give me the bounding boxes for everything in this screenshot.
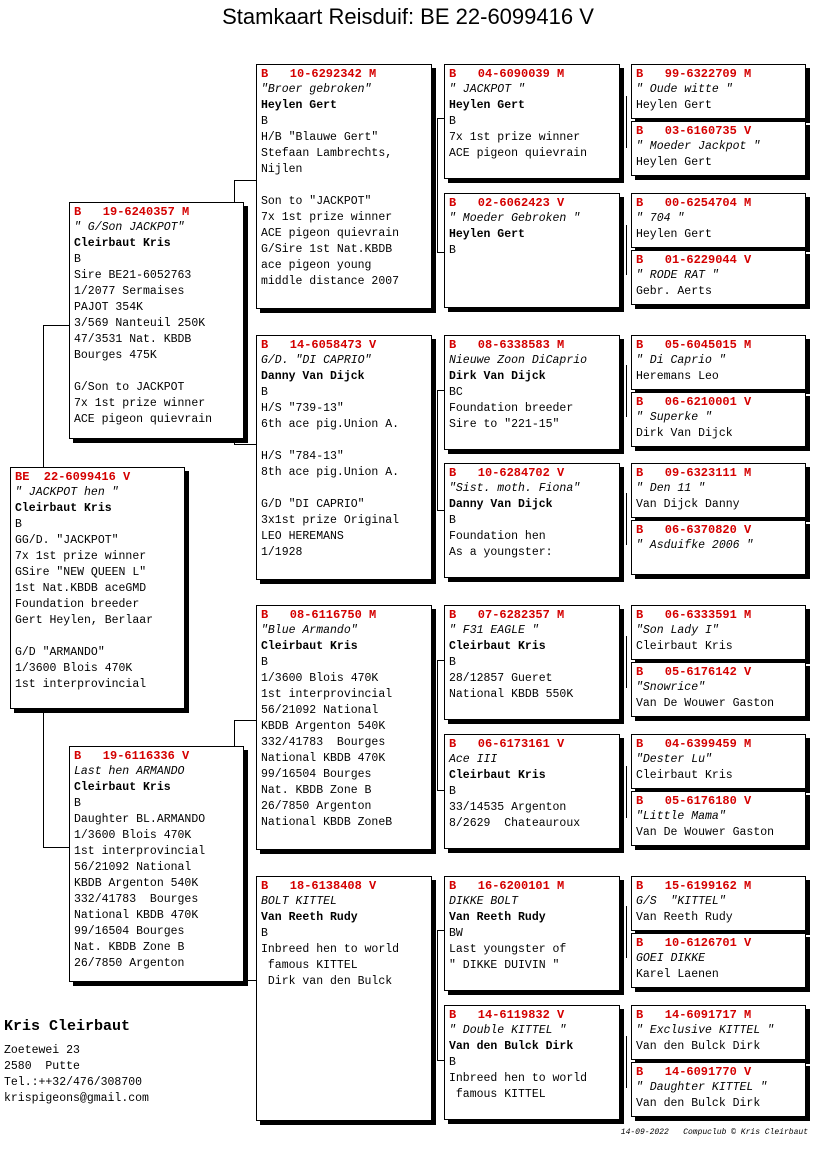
pigeon-owner: Cleirbaut Kris <box>261 640 358 653</box>
ring-number: B 04-6399459 M <box>636 737 752 751</box>
pigeon-name: G/S "KITTEL" <box>636 895 726 908</box>
pigeon-owner: Van den Bulck Dirk <box>636 1040 761 1053</box>
pigeon-card-g7[interactable] <box>631 463 806 518</box>
ring-number: B 08-6338583 M <box>449 338 565 352</box>
breeder-name: Kris Cleirbaut <box>4 1018 131 1035</box>
pigeon-name: "Sist. moth. Fiona" <box>449 482 581 495</box>
pigeon-info: BC Foundation breeder Sire to "221-15" <box>449 386 574 431</box>
pigeon-card-g1[interactable] <box>631 64 806 119</box>
pigeon-name: " G/Son JACKPOT" <box>74 221 185 234</box>
pigeon-owner: Van Dijck Danny <box>636 498 740 511</box>
connector-line <box>626 96 627 148</box>
pigeon-owner: Heylen Gert <box>449 228 525 241</box>
pigeon-card-fm[interactable] <box>256 335 432 580</box>
connector-line <box>234 180 235 204</box>
ring-number: B 00-6254704 M <box>636 196 752 210</box>
pigeon-owner: Dirk Van Dijck <box>449 370 546 383</box>
connector-line <box>234 720 235 748</box>
pigeon-card-fmf[interactable] <box>444 335 620 450</box>
pigeon-name: GOEI DIKKE <box>636 952 706 965</box>
pigeon-owner: Van Reeth Rudy <box>636 911 733 924</box>
pigeon-name: " F31 EAGLE " <box>449 624 539 637</box>
ring-number: B 05-6176180 V <box>636 794 752 808</box>
pigeon-card-mmm[interactable] <box>444 1005 620 1120</box>
pigeon-owner: Cleirbaut Kris <box>449 769 546 782</box>
connector-line <box>626 766 627 818</box>
ring-number: B 10-6126701 V <box>636 936 752 950</box>
pigeon-name: DIKKE BOLT <box>449 895 519 908</box>
ring-number: B 07-6282357 M <box>449 608 565 622</box>
pigeon-name: " Daughter KITTEL " <box>636 1081 768 1094</box>
ring-number: B 14-6091717 M <box>636 1008 752 1022</box>
pigeon-card-fmm[interactable] <box>444 463 620 578</box>
connector-line <box>626 906 627 958</box>
ring-number: B 19-6240357 M <box>74 205 190 219</box>
pigeon-name: "Little Mama" <box>636 810 726 823</box>
connector-line <box>234 720 258 721</box>
pigeon-name: " Asduifke 2006 " <box>636 539 754 552</box>
pigeon-card-g14[interactable] <box>631 933 806 988</box>
pigeon-name: " Moeder Jackpot " <box>636 140 761 153</box>
pigeon-name: " Double KITTEL " <box>449 1024 567 1037</box>
ring-number: B 99-6322709 M <box>636 67 752 81</box>
pigeon-info: B <box>449 244 456 257</box>
ring-number: B 06-6173161 V <box>449 737 565 751</box>
pigeon-name: " Den 11 " <box>636 482 706 495</box>
pigeon-name: " JACKPOT hen " <box>15 486 119 499</box>
ring-number: B 06-6210001 V <box>636 395 752 409</box>
pigeon-owner: Heylen Gert <box>636 99 712 112</box>
connector-line <box>626 225 627 275</box>
ring-number: B 02-6062423 V <box>449 196 565 210</box>
pigeon-owner: Danny Van Dijck <box>449 498 553 511</box>
pigeon-card-ffm[interactable] <box>444 193 620 308</box>
pigeon-owner: Van De Wouwer Gaston <box>636 697 775 710</box>
pigeon-card-g16[interactable] <box>631 1062 806 1117</box>
pigeon-card-g2[interactable] <box>631 121 806 176</box>
pigeon-card-mmf[interactable] <box>444 876 620 991</box>
pigeon-card-g9[interactable] <box>631 605 806 660</box>
pigeon-card-fff[interactable] <box>444 64 620 179</box>
connector-line <box>626 365 627 417</box>
pigeon-name: " Superke " <box>636 411 712 424</box>
connector-line <box>234 180 258 181</box>
ring-number: B 10-6292342 M <box>261 67 377 81</box>
ring-number: B 19-6116336 V <box>74 749 190 763</box>
pigeon-owner: Cleirbaut Kris <box>15 502 112 515</box>
pigeon-info: B Daughter BL.ARMANDO 1/3600 Blois 470K 1st interprovincial 56/21092 National KBDB Argenton 540K 332/41783 Bourges National KBDB 470K 99/16504 Bourges Nat. KBDB Zone B 26/7850 Argenton <box>74 797 206 970</box>
pigeon-card-mf[interactable] <box>256 605 432 850</box>
pigeon-owner: Heylen Gert <box>261 99 337 112</box>
pigeon-card-g5[interactable] <box>631 335 806 390</box>
ring-number: B 18-6138408 V <box>261 879 377 893</box>
connector-line <box>234 444 258 445</box>
pigeon-name: "Snowrice" <box>636 681 706 694</box>
pigeon-owner: Dirk Van Dijck <box>636 427 733 440</box>
pigeon-info: B Sire BE21-6052763 1/2077 Sermaises PAJOT 354K 3/569 Nanteuil 250K 47/3531 Nat. KBDB Bourges 475K G/Son to JACKPOT 7x 1st prize winner ACE pigeon quievrain <box>74 253 213 426</box>
pigeon-owner: Danny Van Dijck <box>261 370 365 383</box>
pigeon-name: " Di Caprio " <box>636 354 726 367</box>
pigeon-name: Nieuwe Zoon DiCaprio <box>449 354 588 367</box>
connector-line <box>43 325 44 469</box>
pigeon-owner: Heremans Leo <box>636 370 719 383</box>
pigeon-card-g11[interactable] <box>631 734 806 789</box>
pigeon-card-g6[interactable] <box>631 392 806 447</box>
pigeon-info: B H/S "739-13" 6th ace pig.Union A. H/S "784-13" 8th ace pig.Union A. G/D "DI CAPRIO" 3x1st prize Original LEO HEREMANS 1/1928 <box>261 386 400 559</box>
pigeon-owner: Heylen Gert <box>636 228 712 241</box>
pigeon-owner: Cleirbaut Kris <box>449 640 546 653</box>
connector-line <box>437 930 438 1060</box>
pigeon-owner: Van den Bulck Dirk <box>636 1097 761 1110</box>
pigeon-card-mff[interactable] <box>444 605 620 720</box>
connector-line <box>43 847 71 848</box>
pigeon-name: " JACKPOT " <box>449 83 525 96</box>
pigeon-info: B Inbreed hen to world famous KITTEL <box>449 1056 588 1101</box>
ring-number: B 14-6058473 V <box>261 338 377 352</box>
page-title: Stamkaart Reisduif: BE 22-6099416 V <box>222 4 594 29</box>
pigeon-owner: Cleirbaut Kris <box>74 781 171 794</box>
pigeon-card-g4[interactable] <box>631 250 806 305</box>
pigeon-owner: Heylen Gert <box>449 99 525 112</box>
ring-number: B 03-6160735 V <box>636 124 752 138</box>
ring-number: B 06-6333591 M <box>636 608 752 622</box>
ring-number: B 08-6116750 M <box>261 608 377 622</box>
pigeon-card-father[interactable] <box>69 202 244 439</box>
ring-number: B 05-6045015 M <box>636 338 752 352</box>
ring-number: BE 22-6099416 V <box>15 470 131 484</box>
ring-number: B 06-6370820 V <box>636 523 752 537</box>
connector-line <box>437 660 438 790</box>
pigeon-card-ff[interactable] <box>256 64 432 309</box>
pigeon-card-g12[interactable] <box>631 791 806 846</box>
pigeon-name: BOLT KITTEL <box>261 895 337 908</box>
connector-line <box>43 325 71 326</box>
pigeon-info: B 33/14535 Argenton 8/2629 Chateauroux <box>449 785 581 830</box>
ring-number: B 14-6119832 V <box>449 1008 565 1022</box>
ring-number: B 01-6229044 V <box>636 253 752 267</box>
ring-number: B 09-6323111 M <box>636 466 752 480</box>
pigeon-card-g10[interactable] <box>631 662 806 717</box>
connector-line <box>626 1036 627 1088</box>
ring-number: B 16-6200101 M <box>449 879 565 893</box>
pigeon-card-mother[interactable] <box>69 746 244 982</box>
pigeon-owner: Karel Laenen <box>636 968 719 981</box>
ring-number: B 14-6091770 V <box>636 1065 752 1079</box>
pigeon-card-g3[interactable] <box>631 193 806 248</box>
pigeon-name: Last hen ARMANDO <box>74 765 185 778</box>
breeder-phone: Tel.:++32/476/308700 <box>4 1076 143 1089</box>
pigeon-owner: Van den Bulck Dirk <box>449 1040 574 1053</box>
pigeon-info: B Foundation hen As a youngster: <box>449 514 553 559</box>
connector-line <box>437 390 438 510</box>
pigeon-owner: Van Reeth Rudy <box>261 911 358 924</box>
ring-number: B 10-6284702 V <box>449 466 565 480</box>
breeder-street: Zoetewei 23 <box>4 1044 80 1057</box>
breeder-email[interactable]: krispigeons@gmail.com <box>4 1092 149 1105</box>
pigeon-card-g15[interactable] <box>631 1005 806 1060</box>
pigeon-owner: Cleirbaut Kris <box>636 640 733 653</box>
ring-number: B 04-6090039 M <box>449 67 565 81</box>
pigeon-name: "Son Lady I" <box>636 624 719 637</box>
pigeon-info: B H/B "Blauwe Gert" Stefaan Lambrechts, Nijlen Son to "JACKPOT" 7x 1st prize winner ACE pigeon quievrain G/Sire 1st Nat.KBDB ace pigeon young middle distance 2007 <box>261 115 400 288</box>
pigeon-card-subject[interactable] <box>10 467 185 709</box>
pigeon-card-g8[interactable] <box>631 520 806 575</box>
connector-line <box>626 636 627 688</box>
pigeon-name: "Blue Armando" <box>261 624 358 637</box>
pigeon-name: " Oude witte " <box>636 83 733 96</box>
pigeon-owner: Cleirbaut Kris <box>636 769 733 782</box>
pigeon-name: " 704 " <box>636 212 685 225</box>
pigeon-info: B Inbreed hen to world famous KITTEL Dirk van den Bulck <box>261 927 400 988</box>
pigeon-name: " RODE RAT " <box>636 269 719 282</box>
pigeon-card-g13[interactable] <box>631 876 806 931</box>
pigeon-info: B 7x 1st prize winner ACE pigeon quievrain <box>449 115 588 160</box>
connector-line <box>43 709 44 847</box>
pigeon-owner: Heylen Gert <box>636 156 712 169</box>
pigeon-card-mfm[interactable] <box>444 734 620 849</box>
pigeon-owner: Van De Wouwer Gaston <box>636 826 775 839</box>
pigeon-name: "Dester Lu" <box>636 753 712 766</box>
pigeon-owner: Gebr. Aerts <box>636 285 712 298</box>
pigeon-info: B 28/12857 Gueret National KBDB 550K <box>449 656 574 701</box>
breeder-city: 2580 Putte <box>4 1060 80 1073</box>
pigeon-info: B GG/D. "JACKPOT" 7x 1st prize winner GSire "NEW QUEEN L" 1st Nat.KBDB aceGMD Foundation breeder Gert Heylen, Berlaar G/D "ARMANDO" 1/3600 Blois 470K 1st interprovincial <box>15 518 154 691</box>
pigeon-info: BW Last youngster of " DIKKE DUIVIN " <box>449 927 567 972</box>
pigeon-name: Ace III <box>449 753 498 766</box>
pigeon-owner: Van Reeth Rudy <box>449 911 546 924</box>
pigeon-info: B 1/3600 Blois 470K 1st interprovincial 56/21092 National KBDB Argenton 540K 332/41783 Bourges National KBDB 470K 99/16504 Bourges Nat. KBDB Zone B 26/7850 Argenton National KBDB ZoneB <box>261 656 393 829</box>
pigeon-card-mm[interactable] <box>256 876 432 1121</box>
connector-line <box>437 118 438 252</box>
ring-number: B 15-6199162 M <box>636 879 752 893</box>
pigeon-owner: Cleirbaut Kris <box>74 237 171 250</box>
pigeon-name: " Exclusive KITTEL " <box>636 1024 775 1037</box>
pigeon-name: G/D. "DI CAPRIO" <box>261 354 372 367</box>
connector-line <box>626 493 627 545</box>
pigeon-name: " Moeder Gebroken " <box>449 212 581 225</box>
ring-number: B 05-6176142 V <box>636 665 752 679</box>
pigeon-name: "Broer gebroken" <box>261 83 372 96</box>
footer-credit: 14-09-2022 Compuclub © Kris Cleirbaut <box>620 1128 808 1137</box>
